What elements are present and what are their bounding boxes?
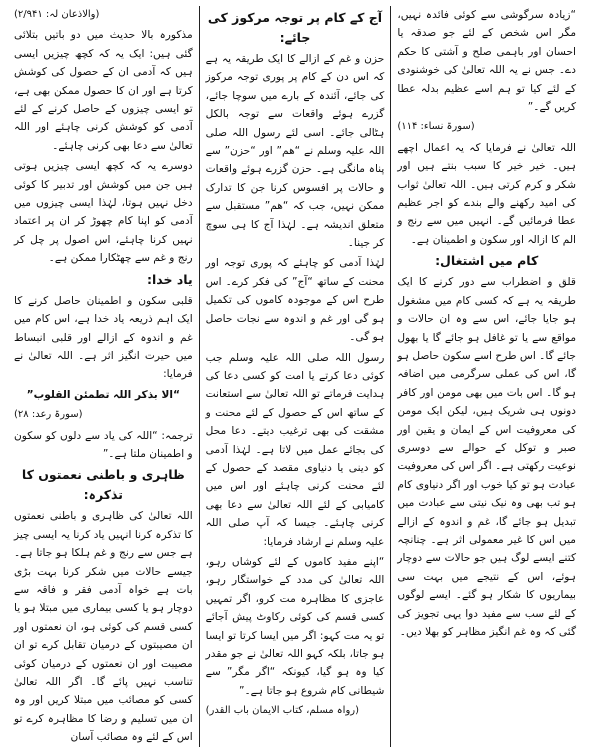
paragraph: رسول اللہ صلی اللہ علیہ وسلم جب کوئی دعا کرتے یا امت کو کسی دعا کی ہدایت فرماتے تو اللہ تعالیٰ سے استعانت کے ساتھ اس کے حصول کے لئے محنت و مشقت کی بھی ترغیب دیتے۔ دعا محل کی بجائے عمل میں لاتا ہے۔ لہٰذا آدمی کو دینی یا دنیاوی مقصد کے حصول کے لئے محنت کرنی چاہئے اور اس میں کامیابی کے لئے اللہ تعالیٰ سے دعا بھی کرنی چاہئے۔ جیسا کہ آپ صلی اللہ علیہ وسلم نے ارشاد فرمایا: (205, 351, 385, 548)
column-middle (200, 6, 392, 747)
paragraph: دوسرے یہ کہ کچھ ایسی چیزیں ہوتی ہیں جن میں کوشش اور تدبیر کا کوئی دخل نہیں ہوتا، لہٰذا ایسی چیزوں میں آدمی کو اپنا کام چھوڑ کر ان پر اعتماد نہیں کرنا چاہئے، اس اصول پر چل کر رنج و غم سے چھٹکارا ممکن ہے۔ (13, 160, 193, 265)
section-heading: آج کے کام پر توجہ مرکوز کی جائے: (207, 10, 383, 45)
column-left (8, 6, 200, 747)
section-heading: کام میں اشتغال: (435, 253, 539, 269)
paragraph: لہٰذا آدمی کو چاہئے کہ پوری توجہ اور محنت کے ساتھ “آج” کی فکر کرے۔ اس طرح اس کے موجودہ کاموں کی تکمیل ہو گی اور غم و اندوہ سے نجات حاصل ہو گی۔ (205, 257, 385, 344)
paragraph: اللہ تعالیٰ نے فرمایا کہ یہ اعمال اچھے ہیں۔ خیر خیر کا سبب بنتے ہیں اور شکر و کرم کرتی ہیں۔ اللہ تعالیٰ ثواب کی امید رکھنے والے بندے کو اجر عظیم عطا فرمائیں گے۔ انہیں میں سے رنج و الم کا ازالہ اور سکون و اطمینان ہے۔ (397, 141, 576, 246)
citation: (رواہ مسلم، کتاب الایمان باب القدر) (205, 705, 360, 717)
citation: (سورۃ رعد: ۲۸) (13, 409, 83, 421)
paragraph: مذکورہ بالا حدیث میں دو باتیں بتلائی گئی ہیں: ایک یہ کہ کچھ چیزیں ایسی ہیں کہ آدمی ان کے حصول کی کوشش کرتا ہے اور ان کا حصول ممکن بھی ہے، تو ایسی چیزوں کے حاصل کرنے کے لئے آدمی کو کوشش کرنی چاہئے اور اللہ تعالیٰ سے دعا بھی کرنی چاہئے۔ (13, 29, 193, 152)
section-heading: ظاہری و باطنی نعمتوں کا تذکرہ: (21, 467, 185, 503)
reference-line: (والاذعان لہ: ۲/۹۴۱) (13, 9, 100, 20)
text-columns (8, 6, 582, 747)
translation: ترجمہ: “اللہ کی یاد سے دلوں کو سکون و اطمینان ملتا ہے۔” (13, 429, 193, 460)
paragraph: حزن و غم کے ازالے کا ایک طریقہ یہ ہے کہ اس دن کے کام پر پوری توجہ مرکوز کی جائے، آئندہ کے بارے میں سوچا جائے، گزرے ہوئے واقعات سے توجہ بالکل ہٹالی جائے۔ اسی لئے رسول اللہ صلی اللہ علیہ وسلم نے “ھم” اور “حزن” سے پناہ مانگی ہے۔ حزن گزرے ہوئے واقعات و حالات پر افسوس کرنا جن کا تدارک ممکن نہیں، جب کہ “ھم” مستقبل سے متعلق اندیشہ ہے۔ لہٰذا آج کا ہی سوچ کر جینا۔ (205, 53, 385, 250)
paragraph: اللہ تعالیٰ کی ظاہری و باطنی نعمتوں کا تذکرہ کرنا انہیں یاد کرنا یہ ایسی چیز ہے جس سے رنج و غم ہلکا ہو جاتا ہے۔ جیسے حالات میں شکر کرنا بہت بڑی بات ہے خواہ آدمی فقر و فاقہ سے دوچار ہو یا کسی بیماری میں مبتلا ہو یا کسی قسم کی کوئی ہو، ان نعمتوں اور ان مصیبتوں کے درمیان تقابل کرے تو ان مصیبت اور ان نعمتوں کے درمیان کوئی تناسب نہیں پائے گا۔ اگر اللہ تعالیٰ کسی کو مصائب میں مبتلا کریں اور وہ ان میں تسلیم و رضا کا مظاہرہ کرے تو اس کے لئے وہ مصائب آسان (13, 510, 193, 744)
paragraph: قلق و اضطراب سے دور کرنے کا ایک طریقہ یہ ہے کہ کسی کام میں مشغول ہو جایا جائے، اس سے وہ ان حالات و مواقع سے یا تو غافل ہو جائے گا یا بھول جائے گا۔ اس طرح اسے سکون حاصل ہو گا، اس کی عملی سرگرمی میں اضافہ ہو گا۔ اس بات میں بھی مومن اور کافر دونوں ہی شریک ہیں، لیکن ایک مومن کی معروفیت اس کے ایمان و یقین اور صبر و توکل کے حوالے سے دوسری نوعیت رکھتی ہے۔ اگر اس کی معروفیت عبادت ہو تو کیا خوب اور اگر دنیاوی کام ہو تب بھی وہ نیک نیتی سے عبادت میں تبدیل ہو جائے گا، غم و اندوہ کے ازالے میں اس کا غیر معمولی اثر ہے۔ چنانچہ کتنے ایسے لوگ ہیں جو حالات سے دوچار ہوئے، اس کے نتیجے میں بہت سی بیماریوں کا شکار ہو گئے۔ ایسے لوگوں کے لئے سب سے مفید دوا یہی تجویز کی گئی کہ وہ غم انگیز مظاہر کو بھلا دیں۔ (397, 276, 576, 638)
hadith-quote: “اپنے مفید کاموں کے لئے کوشاں رہو، اللہ تعالیٰ کی مدد کے خواستگار رہو، عاجزی کا مظاہرہ مت کرو، اگر تمہیں کسی قسم کی کوئی رکاوٹ پیش آجائے تو یہ مت کہو: اگر میں ایسا کرتا تو ایسا ہو جاتا، بلکہ کہو اللہ تعالیٰ نے جو مقدر کیا وہ ہو گیا، کیونکہ “اگر مگر” سے شیطانی کام شروع ہو جاتا ہے۔” (205, 555, 385, 697)
paragraph: قلبی سکون و اطمینان حاصل کرنے کا ایک اہم ذریعہ یاد خدا ہے، اس کام میں غم و اندوہ کے ازالے اور قلبی انبساط میں حیرت انگیز اثر ہے۔ اللہ تعالیٰ نے فرمایا: (13, 294, 193, 381)
quote-paragraph: “زیادہ سرگوشی سے کوئی فائدہ نہیں، مگر اس شخص کے لئے جو صدقہ یا احسان اور باہمی صلح و آشتی کا حکم دے۔ جس نے یہ اللہ تعالیٰ کی خوشنودی کے لئے کیا تو ہم اسے عظیم بدلہ عطا کریں گے۔” (397, 9, 576, 114)
quran-verse: “الا بذکر اللہ تطمئن القلوب” (26, 388, 180, 401)
column-right (391, 6, 582, 747)
citation: (سورۃ نساء: ۱۱۴) (397, 121, 475, 133)
section-heading: یاد خدا: (146, 271, 193, 287)
